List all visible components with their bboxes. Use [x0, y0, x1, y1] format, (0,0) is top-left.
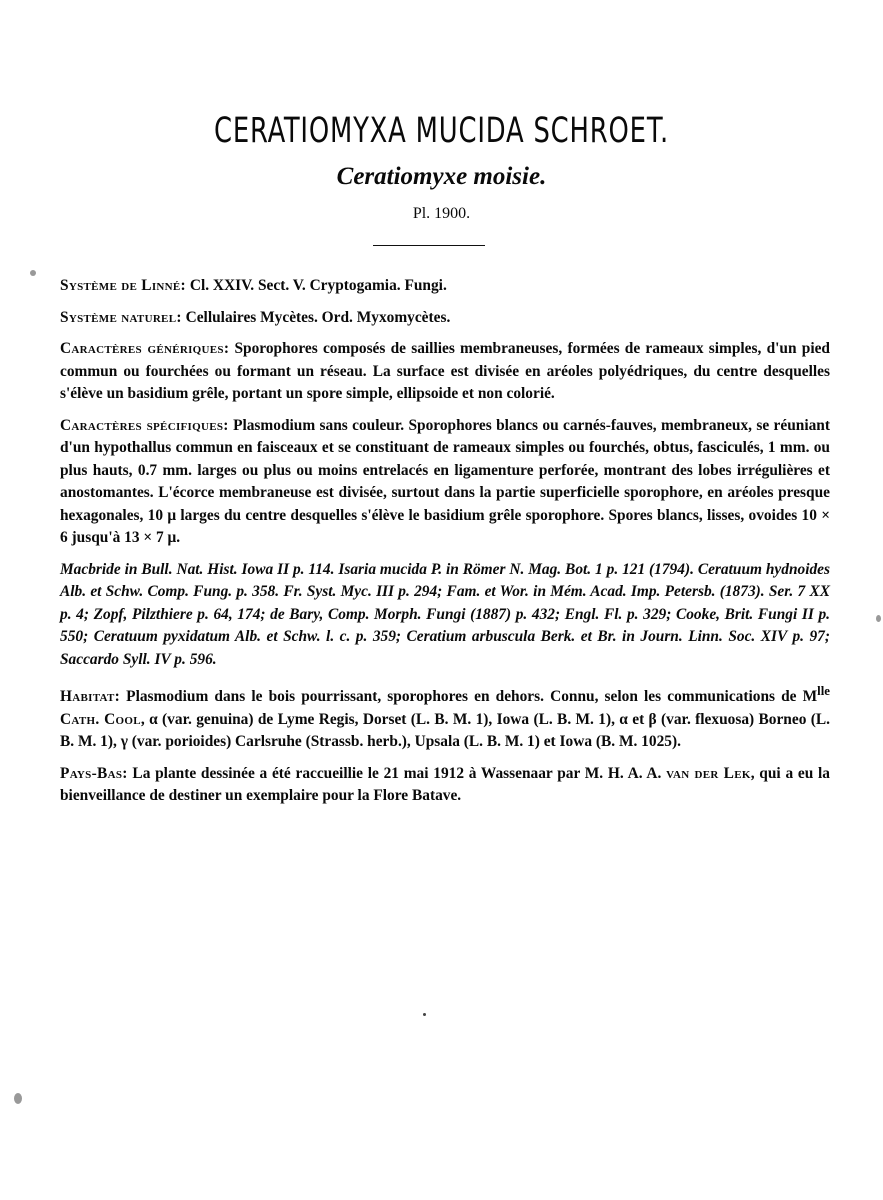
- habitat-paragraph: [60, 680, 830, 754]
- plate-number: Pl. 1900.: [412, 205, 471, 222]
- paper-speck: [14, 1093, 22, 1104]
- description-body: [60, 275, 830, 808]
- species-title: CERATIOMYXA MUCIDA SCHROET.: [213, 111, 670, 151]
- title-superscript: lle: [817, 684, 830, 698]
- divider-rule: [373, 245, 485, 246]
- section-text: , α (var. genuina) de Lyme Regis, Dorset (L. B. M. 1), Iowa (L. B. M. 1), α et β (var. flexuosa) Borneo (L. B. M. 1), γ (var. porioides) Carlsruhe (Strassb. herb.), Upsala (L. B. M. 1) et Iowa (B. M. 1025).: [60, 710, 830, 751]
- paper-speck: [876, 615, 881, 622]
- paper-speck: [423, 1013, 426, 1016]
- generic-characters-paragraph: [60, 338, 830, 406]
- section-label: Pays-Bas:: [60, 764, 128, 782]
- section-text: Plasmodium dans le bois pourrissant, sporophores en dehors. Connu, selon les communications de M: [120, 688, 818, 706]
- section-text: Cellulaires Mycètes. Ord. Myxomycètes.: [181, 308, 451, 326]
- person-name: Cath. Cool: [60, 710, 141, 728]
- section-text: Plasmodium sans couleur. Sporophores blancs ou carnés-fauves, membraneux, se réuniant d'un hypothallus commun en faisceaux et se constituant de rameaux simples ou fourchés, obtus, fasciculés, 1 mm. ou plus hauts, 0.7 mm. larges ou plus ou moins entrelacés en ligamenture perforée, montrant des lobes irrégulières et anostomantes. L'écorce membraneuse est divisée, surtout dans la partie superficielle sporophore, en aréoles presque hexagonales, 10 μ larges du centre desquelles s'élève le basidium grêle sporophore. Spores blancs, lisses, ovoides 10 × 6 jusqu'à 13 × 7 μ.: [60, 416, 830, 546]
- french-name: Ceratiomyxe moisie.: [336, 163, 547, 190]
- section-label: Système de Linné:: [60, 277, 186, 294]
- references-paragraph: [60, 559, 830, 672]
- section-label: Habitat:: [60, 688, 121, 706]
- person-name: van der Lek: [666, 764, 751, 782]
- section-label: Caractères spécifiques:: [60, 416, 229, 434]
- section-label: Système naturel:: [60, 308, 182, 326]
- section-label: Caractères génériques:: [60, 340, 230, 357]
- section-text: Cl. XXIV. Sect. V. Cryptogamia. Fungi.: [186, 277, 447, 294]
- specific-characters-paragraph: [60, 415, 830, 550]
- paper-speck: [30, 270, 36, 276]
- section-text: La plante dessinée a été raccueillie le 21 mai 1912 à Wassenaar par M. H. A. A.: [127, 764, 667, 782]
- section-text: Sporophores composés de saillies membraneuses, formées de rameaux simples, d'un pied commun ou fourchées ou formant un réseau. La surface est divisée en aréoles polyédriques, du centre desquelles s'élève un basidium grêle, portant un spore simple, ellipsoide et non colorié.: [60, 340, 830, 402]
- references-text: Macbride in Bull. Nat. Hist. Iowa II p. 114. Isaria mucida P. in Römer N. Mag. Bot. 1 p. 121 (1794). Ceratuum hydnoides Alb. et Schw. Comp. Fung. p. 358. Fr. Syst. Myc. III p. 294; Fam. et Wor. in Mém. Acad. Imp. Petersb. (1873). Ser. 7 XX p. 4; Zopf, Pilzthiere p. 64, 174; de Bary, Comp. Morph. Fungi (1887) p. 432; Engl. Fl. p. 329; Cooke, Brit. Fungi II p. 550; Ceratuum pyxidatum Alb. et Schw. l. c. p. 359; Ceratium arbuscula Berk. et Br. in Journ. Linn. Soc. XIV p. 97; Saccardo Syll. IV p. 596.: [60, 560, 830, 668]
- section-text: , qui a eu la bienveillance de destiner un exemplaire pour la Flore Batave.: [60, 764, 830, 805]
- natural-system-paragraph: [60, 307, 830, 330]
- linne-system-paragraph: [60, 275, 830, 298]
- netherlands-paragraph: [60, 763, 830, 808]
